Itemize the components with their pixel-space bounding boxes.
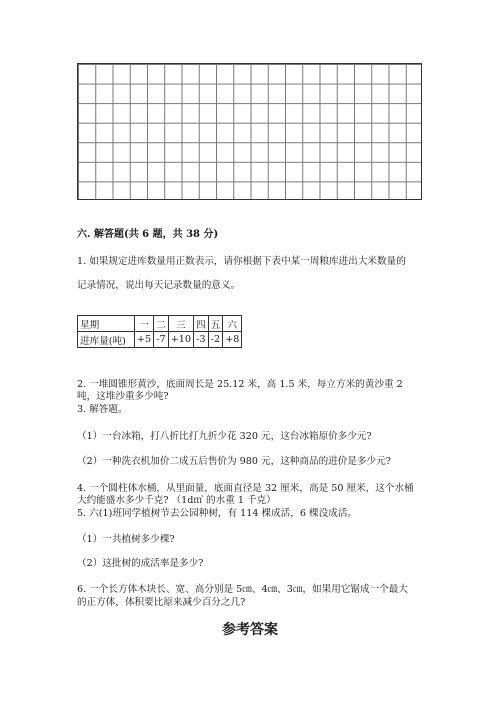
writing-grid: [77, 63, 422, 200]
table-cell: 一: [135, 316, 154, 332]
question-4-line-1: 4. 一个圆柱体水桶，从里面量，底面直径是 32 厘米，高是 50 厘米，这个水桶: [77, 483, 414, 494]
question-3-title: 3. 解答题。: [77, 404, 128, 415]
table-cell: 三: [168, 316, 193, 332]
table-header-row: [78, 316, 242, 332]
section-heading: 六. 解答题(共 6 题，共 38 分): [77, 229, 219, 240]
table-cell: 五: [208, 316, 223, 332]
question-2-line-1: 2. 一堆圆锥形黄沙，底面周长是 25.12 米，高 1.5 米，每立方米的黄沙重 2: [77, 379, 403, 390]
question-6-line-2: 的正方体，体积要比原来减少百分之几?: [77, 597, 246, 608]
table-cell: 六: [223, 316, 242, 332]
question-4-line-2: 大约能盛水多少千克? （1d㎥ 的水重 1 千克）: [77, 495, 276, 506]
table-cell: 四: [194, 316, 209, 332]
table-cell: 星期: [78, 316, 135, 332]
answer-section-title: 参考答案: [222, 622, 278, 638]
table-cell: -2: [208, 332, 223, 348]
question-2-line-2: 吨，这堆沙重多少吨?: [77, 391, 169, 402]
question-5-part-1: （1）一共植树多少棵?: [77, 534, 175, 545]
question-6-line-1: 6. 一个长方体木块长、宽、高分别是 5㎝、4㎝、3㎝，如果用它锯成一个最大: [77, 584, 408, 595]
question-1-line-1: 1. 如果规定进库数量用正数表示，请你根据下表中某一周粮库进出大米数量的: [77, 256, 406, 267]
question-1-line-2: 记录情况，说出每天记录数量的意义。: [77, 280, 241, 291]
question-5-part-2: （2）这批树的成活率是多少?: [77, 558, 204, 569]
table-cell: -7: [154, 332, 169, 348]
warehouse-table: [77, 315, 242, 348]
table-cell: +5: [135, 332, 154, 348]
table-row: [78, 332, 242, 348]
question-5-title: 5. 六(1)班同学植树节去公园种树，有 114 棵成活，6 棵没成活。: [77, 508, 358, 519]
table-cell: 二: [154, 316, 169, 332]
table-cell: 进库量(吨): [78, 332, 135, 348]
question-3-part-1: （1）一台冰箱，打八折比打九折少花 320 元，这台冰箱原价多少元?: [77, 431, 372, 442]
table-cell: -3: [194, 332, 209, 348]
table-cell: +10: [168, 332, 193, 348]
table-cell: +8: [223, 332, 242, 348]
question-3-part-2: （2）一种洗衣机加价二成五后售价为 980 元，这种商品的进价是多少元?: [77, 456, 391, 467]
